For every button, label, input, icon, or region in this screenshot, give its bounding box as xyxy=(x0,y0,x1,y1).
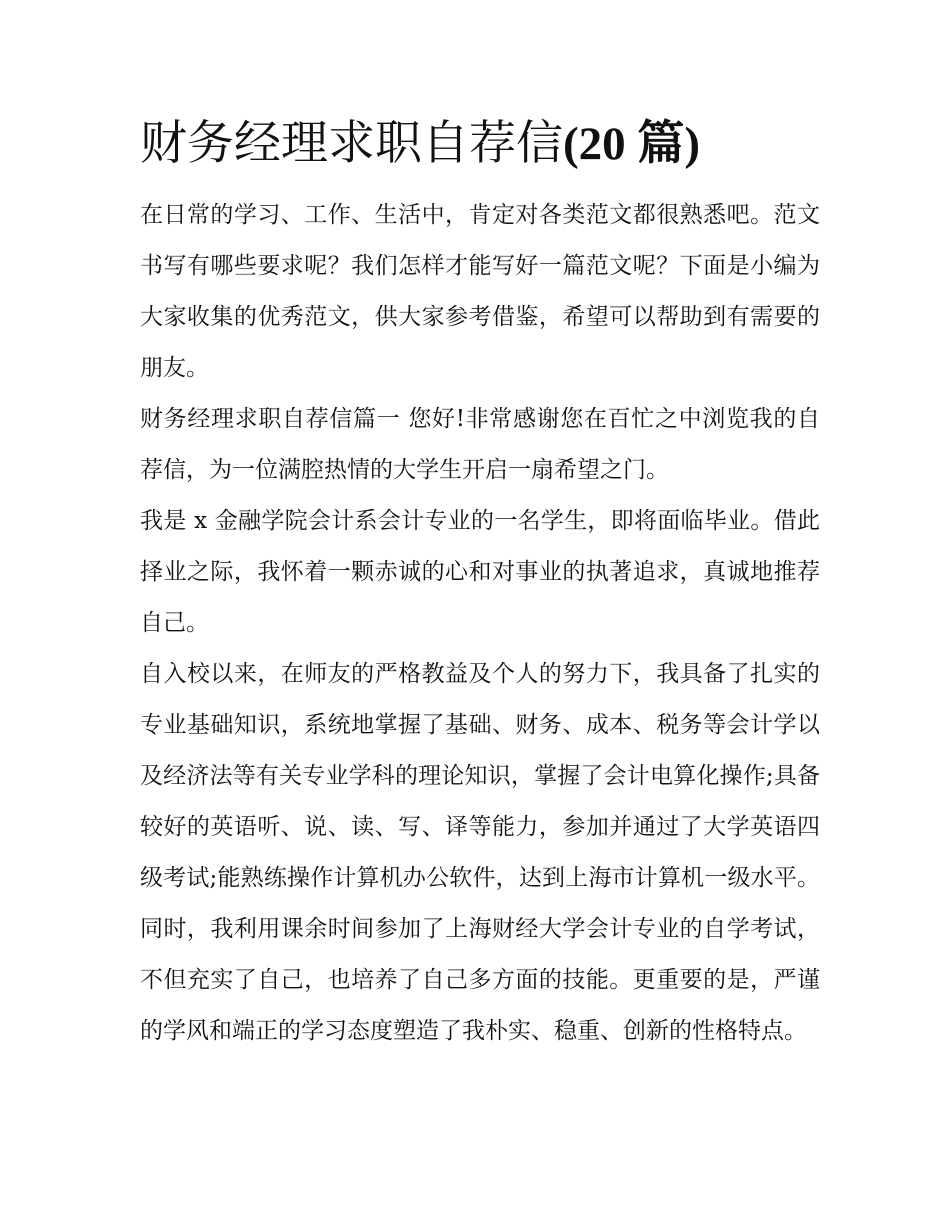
paragraph-intro: 在日常的学习、工作、生活中，肯定对各类范文都很熟悉吧。范文书写有哪些要求呢？我们怎样才能写好一篇范文呢？下面是小编为大家收集的优秀范文，供大家参考借鉴，希望可以帮助到有需要的朋友。 xyxy=(140,202,820,381)
title-count: (20 篇) xyxy=(563,118,701,170)
paragraph-skills: 自入校以来，在师友的严格教益及个人的努力下，我具备了扎实的专业基础知识，系统地掌握了基础、财务、成本、税务等会计学以及经济法等有关专业学科的理论知识，掌握了会计电算化操作;具备较好的英语听、说、读、写、译等能力，参加并通过了大学英语四级考试;能熟练操作计算机办公软件，达到上海市计算机一级水平。同时，我利用课余时间参加了上海财经大学会计专业的自学考试，不但充实了自己，也培养了自己多方面的技能。更重要的是，严谨的学风和端正的学习态度塑造了我朴实、稳重、创新的性格特点。 xyxy=(140,661,820,1044)
paragraph-greeting: 财务经理求职自荐信篇一 您好!非常感谢您在百忙之中浏览我的自荐信，为一位满腔热情的大学生开启一扇希望之门。 xyxy=(140,406,820,483)
document-body xyxy=(140,190,820,1057)
paragraph-self-intro: 我是 x 金融学院会计系会计专业的一名学生，即将面临毕业。借此择业之际，我怀着一颗赤诚的心和对事业的执著追求，真诚地推荐自己。 xyxy=(140,508,820,636)
document-title xyxy=(140,112,820,176)
document-page xyxy=(140,112,820,1057)
title-text: 财务经理求职自荐信 xyxy=(140,116,563,171)
